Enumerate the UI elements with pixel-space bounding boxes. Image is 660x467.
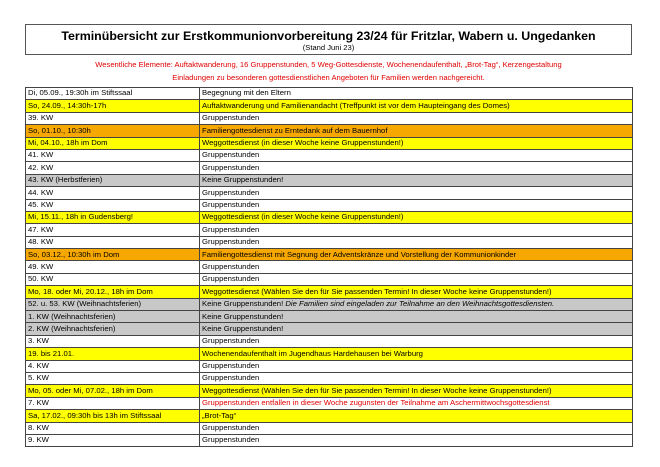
event-cell [200,261,633,273]
event-text: Gruppenstunden [202,274,260,284]
date-cell: 52. u. 53. KW (Weihnachtsferien) [26,298,200,310]
date-cell: 39. KW [26,112,200,124]
table-row [26,298,633,310]
table-row [26,422,633,434]
note-invitations: Einladungen zu besonderen gottesdienstlichen Angeboten für Familien werden nachgereicht. [172,73,485,82]
event-text: Weggottesdienst (Wählen Sie den für Sie passenden Termin! In dieser Woche keine Gruppenstunden!) [202,286,552,296]
date-cell: Di, 05.09., 19:30h im Stiftssaal [26,88,200,100]
date-cell: 48. KW [26,236,200,248]
date-cell: 50. KW [26,273,200,285]
event-text: Gruppenstunden [202,150,260,160]
event-cell [200,335,633,347]
event-cell [200,348,633,360]
table-row [26,187,633,199]
date-cell: 8. KW [26,422,200,434]
table-row [26,323,633,335]
event-text: Weggottesdienst (in dieser Woche keine Gruppenstunden!) [202,212,404,222]
event-cell [200,125,633,137]
event-cell [200,236,633,248]
table-row [26,397,633,409]
table-row [26,149,633,161]
event-text: Gruppenstunden [202,423,260,433]
event-cell [200,298,633,310]
event-cell [200,397,633,409]
event-cell [200,385,633,397]
event-text: Weggottesdienst (Wählen Sie den für Sie passenden Termin! In dieser Woche keine Gruppenstunden!) [202,385,552,395]
date-cell: So, 01.10., 10:30h [26,125,200,137]
event-text: Gruppenstunden entfallen in dieser Woche zugunsten der Teilnahme am Aschermittwochsgottesdienst [202,398,550,408]
table-row [26,410,633,422]
date-cell: 2. KW (Weihnachtsferien) [26,323,200,335]
table-row [26,100,633,112]
date-cell: 45. KW [26,199,200,211]
event-text: „Brot-Tag“ [202,410,237,420]
table-row [26,385,633,397]
event-cell [200,323,633,335]
event-cell [200,410,633,422]
event-text: Auftaktwanderung und Familienandacht (Treffpunkt ist vor dem Haupteingang des Domes) [202,100,510,110]
date-cell: 4. KW [26,360,200,372]
table-row [26,372,633,384]
table-row [26,224,633,236]
event-cell [200,273,633,285]
event-text: Gruppenstunden [202,162,260,172]
event-text: Gruppenstunden [202,113,260,123]
event-text: Begegnung mit den Eltern [202,88,291,98]
event-cell [200,88,633,100]
event-text: Gruppenstunden [202,435,260,445]
event-cell [200,174,633,186]
event-cell [200,311,633,323]
date-cell: Sa, 17.02., 09:30h bis 13h im Stiftssaal [26,410,200,422]
event-cell [200,372,633,384]
table-row [26,211,633,223]
date-cell: Mo, 05. oder Mi, 07.02., 18h im Dom [26,385,200,397]
table-row [26,348,633,360]
date-cell: Mi, 04.10., 18h im Dom [26,137,200,149]
event-text: Keine Gruppenstunden! [202,311,284,321]
page-title: Terminübersicht zur Erstkommunionvorbereitung 23/24 für Fritzlar, Wabern u. Ungedanken [61,29,596,43]
event-cell [200,434,633,446]
event-cell [200,224,633,236]
event-cell [200,162,633,174]
event-text: Gruppenstunden [202,261,260,271]
event-text: Keine Gruppenstunden! [202,175,284,185]
table-row [26,286,633,298]
date-cell: 5. KW [26,372,200,384]
notes [25,58,632,84]
date-cell: Mo, 18. oder Mi, 20.12., 18h im Dom [26,286,200,298]
table-row [26,434,633,446]
page-subtitle: (Stand Juni 23) [302,43,355,52]
event-text: Gruppenstunden [202,187,260,197]
event-text: Gruppenstunden [202,361,260,371]
event-cell [200,422,633,434]
table-row [26,311,633,323]
date-cell: 47. KW [26,224,200,236]
event-cell [200,149,633,161]
date-cell: 1. KW (Weihnachtsferien) [26,311,200,323]
table-row [26,137,633,149]
table-row [26,125,633,137]
date-cell: So, 03.12., 10:30h im Dom [26,249,200,261]
event-text: Keine Gruppenstunden! [202,323,284,333]
event-text: Familiengottesdienst mit Segnung der Adventskränze und Vorstellung der Kommunionkinder [202,249,517,259]
event-text: Gruppenstunden [202,224,260,234]
schedule-table [25,87,633,447]
date-cell: Mi, 15.11., 18h in Gudensberg! [26,211,200,223]
event-cell [200,286,633,298]
event-cell [200,137,633,149]
date-cell: 41. KW [26,149,200,161]
date-cell: 19. bis 21.01. [26,348,200,360]
event-text: Weggottesdienst (in dieser Woche keine Gruppenstunden!) [202,138,404,148]
date-cell: 44. KW [26,187,200,199]
event-extra-text: Die Familien sind eingeladen zur Teilnahme an den Weihnachtsgottesdiensten. [283,299,555,309]
date-cell: 9. KW [26,434,200,446]
date-cell: 3. KW [26,335,200,347]
event-cell [200,112,633,124]
event-cell [200,249,633,261]
event-cell [200,100,633,112]
table-row [26,273,633,285]
title-box [25,24,632,55]
table-row [26,199,633,211]
date-cell: 7. KW [26,397,200,409]
event-text: Gruppenstunden [202,237,260,247]
note-essentials: Wesentliche Elemente: Auftaktwanderung, 16 Gruppenstunden, 5 Weg-Gottesdienste, Wochenendaufenthalt, „Brot-Tag“, Kerzengestaltung [95,60,562,69]
date-cell: 42. KW [26,162,200,174]
date-cell: 43. KW (Herbstferien) [26,174,200,186]
event-text: Keine Gruppenstunden! [202,299,284,309]
table-row [26,249,633,261]
table-row [26,88,633,100]
table-row [26,261,633,273]
table-row [26,112,633,124]
event-text: Gruppenstunden [202,373,260,383]
event-cell [200,360,633,372]
date-cell: So, 24.09., 14:30h-17h [26,100,200,112]
table-row [26,236,633,248]
event-text: Gruppenstunden [202,200,260,209]
event-cell [200,187,633,199]
table-row [26,174,633,186]
event-text: Gruppenstunden [202,336,260,346]
table-row [26,162,633,174]
event-cell [200,199,633,211]
table-row [26,360,633,372]
table-row [26,335,633,347]
event-text: Wochenendaufenthalt im Jugendhaus Hardehausen bei Warburg [202,348,423,358]
event-text: Familiengottesdienst zu Erntedank auf dem Bauernhof [202,125,388,135]
date-cell: 49. KW [26,261,200,273]
event-cell [200,211,633,223]
